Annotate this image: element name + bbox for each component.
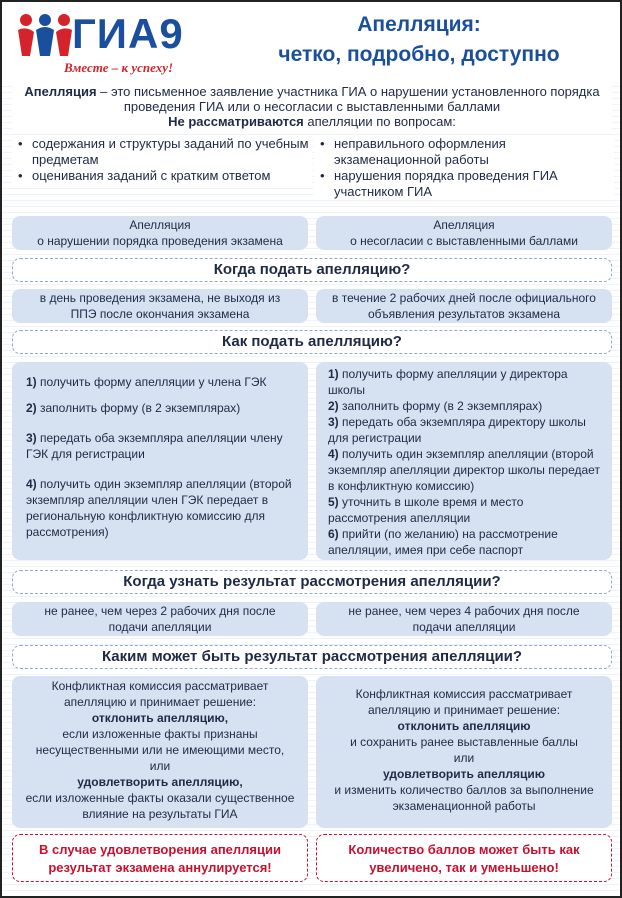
when-result-violation: не ранее, чем через 2 рабочих дня после подачи апелляции <box>12 602 308 636</box>
result-violation <box>12 676 308 828</box>
result-reject-reason: и сохранить ранее выставленные баллы <box>350 735 578 749</box>
result-disagreement <box>316 676 612 828</box>
when-result-disagreement: не ранее, чем через 4 рабочих дня после подачи апелляции <box>316 602 612 636</box>
appeal-type-label: Апелляция <box>433 218 495 232</box>
step: 4) получить один экземпляр апелляции (второй экземпляр апелляции член ГЭК передает в региональную конфликтную комиссию для рассмотрения) <box>26 477 292 539</box>
how-submit-disagreement <box>316 362 612 560</box>
logo-text: ГИА9 <box>72 10 184 57</box>
question-how-submit: Как подать апелляцию? <box>12 330 612 354</box>
result-reject: отклонить апелляцию <box>397 719 531 733</box>
not-considered-list-left <box>12 136 312 184</box>
slogan: Вместе – к успеху! <box>64 60 174 75</box>
intro <box>12 84 612 129</box>
people-logo-icon <box>16 12 74 60</box>
step: 3) передать оба экземпляра директору школы для регистрации <box>328 415 586 445</box>
step: 2) заполнить форму (в 2 экземплярах) <box>328 399 543 413</box>
step: 3) передать оба экземпляра апелляции члену ГЭК для регистрации <box>26 431 283 461</box>
not-considered <box>12 114 612 129</box>
title-line-1: Апелляция: <box>357 13 481 36</box>
when-submit-violation: в день проведения экзамена, не выходя из ППЭ после окончания экзамена <box>12 289 308 323</box>
step: 5) уточнить в школе время и место рассмотрения апелляции <box>328 495 524 525</box>
question-result: Каким может быть результат рассмотрения апелляции? <box>12 645 612 669</box>
appeal-type-desc: о нарушении порядка проведения экзамена <box>37 234 283 248</box>
result-or: или <box>149 759 171 773</box>
appeal-type-label: Апелляция <box>129 218 191 232</box>
not-considered-list-right <box>314 136 614 200</box>
result-reject: отклонить апелляцию, <box>91 711 229 725</box>
when-submit-disagreement: в течение 2 рабочих дней после официального объявления результатов экзамена <box>316 289 612 323</box>
list-item: • нарушения порядка проведения ГИА участником ГИА <box>314 168 614 200</box>
step: 1) получить форму апелляции у члена ГЭК <box>26 375 267 389</box>
definition-text: – это письменное заявление участника ГИА о нарушении установленного порядка проведения ГИА или о несогласии с выставленными баллами <box>96 84 600 114</box>
appeal-type-disagreement <box>316 216 612 250</box>
page-title <box>234 10 604 70</box>
step: 2) заполнить форму (в 2 экземплярах) <box>26 401 241 415</box>
result-intro: Конфликтная комиссия рассматривает апелляцию и принимает решение: <box>355 687 573 717</box>
not-considered-bold: Не рассматриваются <box>168 114 304 129</box>
list-item: • оценивания заданий с кратким ответом <box>12 168 312 184</box>
step: 1) получить форму апелляции у директора школы <box>328 367 568 397</box>
result-accept-reason: и изменить количество баллов за выполнение экзаменационной работы <box>334 783 594 813</box>
warning-annulled: В случае удовлетворения апелляции результат экзамена аннулируется! <box>12 834 308 882</box>
how-submit-violation <box>12 362 308 560</box>
list-item: • содержания и структуры заданий по учебным предметам <box>12 136 312 168</box>
step: 6) прийти (по желанию) на рассмотрение апелляции, имея при себе паспорт <box>328 527 558 557</box>
step: 4) получить один экземпляр апелляции (второй экземпляр апелляции директор школы передает в конфликтную комиссию) <box>328 447 600 493</box>
result-accept: удовлетворить апелляцию <box>382 767 546 781</box>
gia9-logo <box>12 10 202 76</box>
warning-score-change: Количество баллов может быть как увеличено, так и уменьшено! <box>316 834 612 882</box>
not-considered-text: апелляции по вопросам: <box>303 114 456 129</box>
result-accept-reason: если изложенные факты оказали существенное влияние на результаты ГИА <box>25 791 295 821</box>
result-accept: удовлетворить апелляцию, <box>77 775 243 789</box>
list-item: • неправильного оформления экзаменационной работы <box>314 136 614 168</box>
result-reject-reason: если изложенные факты признаны несущественными или не имеющими место, <box>35 727 285 757</box>
appeal-type-desc: о несогласии с выставленными баллами <box>350 234 578 248</box>
title-line-2: четко, подробно, доступно <box>278 43 560 66</box>
appeal-type-violation <box>12 216 308 250</box>
header <box>2 2 620 82</box>
definition <box>12 84 612 114</box>
question-when-submit: Когда подать апелляцию? <box>12 258 612 282</box>
result-or: или <box>453 751 475 765</box>
result-intro: Конфликтная комиссия рассматривает апелляцию и принимает решение: <box>51 679 269 709</box>
definition-term: Апелляция <box>24 84 97 99</box>
question-when-result: Когда узнать результат рассмотрения апелляции? <box>12 570 612 594</box>
